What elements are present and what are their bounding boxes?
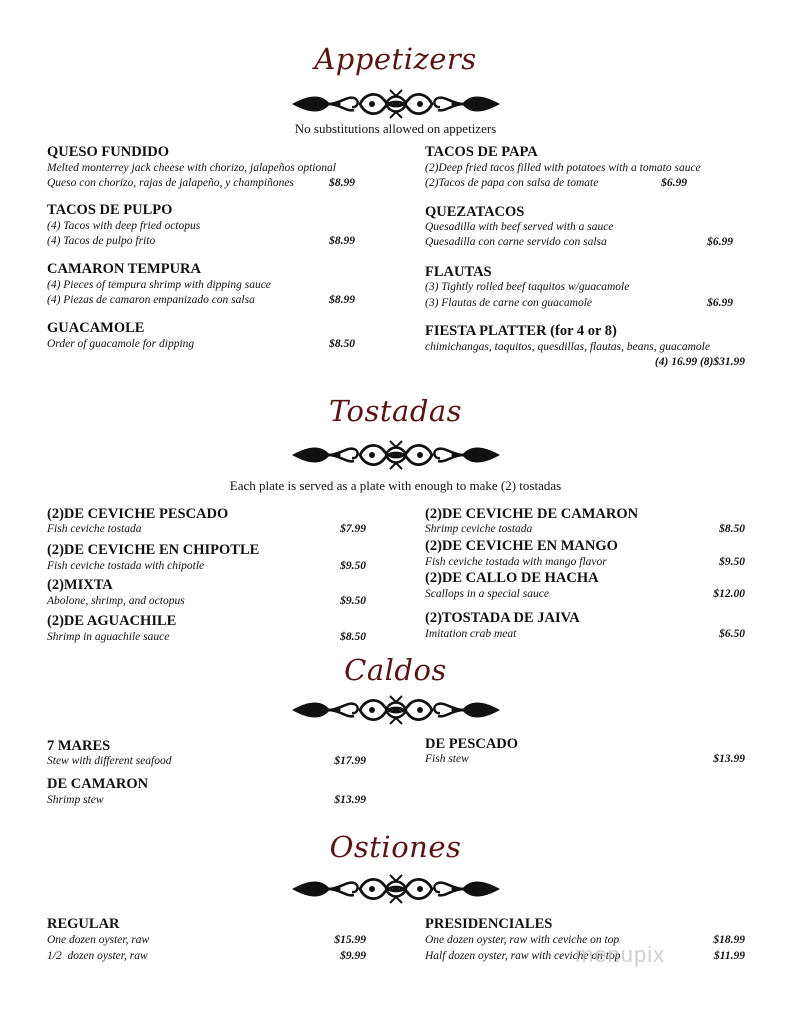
item-price: $9.50 [719, 556, 745, 568]
item-name: TACOS DE PAPA [425, 144, 538, 160]
ostiones-title: Ostiones [329, 830, 462, 864]
item-price: $9.50 [340, 560, 366, 572]
item-price: (4) 16.99 (8)$31.99 [654, 356, 745, 368]
item-name: GUACAMOLE [47, 320, 145, 336]
item-price: $8.50 [340, 631, 366, 643]
item-name: (2)DE AGUACHILE [47, 613, 177, 629]
appetizers-note: No substitutions allowed on appetizers [294, 121, 497, 136]
item-name: TACOS DE PULPO [47, 202, 173, 218]
item-name: DE PESCADO [425, 736, 519, 752]
item-description: One dozen oyster, raw with ceviche on top [425, 934, 620, 946]
item-description: Half dozen oyster, raw with ceviche on top [425, 950, 621, 962]
item-description: (3) Flautas de carne con guacamole [425, 297, 593, 309]
item-name: (2)DE CEVICHE PESCADO [47, 506, 229, 522]
ornament-divider-icon [290, 88, 502, 120]
item-name: (2)DE CEVICHE EN MANGO [425, 538, 618, 554]
item-price: $9.99 [340, 950, 366, 962]
item-price: $6.99 [707, 297, 733, 309]
item-description: Scallops in a special sauce [425, 588, 549, 600]
item-name: QUEZATACOS [425, 204, 525, 220]
item-description: (4) Tacos de pulpo frito [47, 235, 156, 247]
item-price: $11.99 [714, 950, 745, 962]
item-description: Fish ceviche tostada with mango flavor [425, 556, 607, 568]
item-description: 1/2 dozen oyster, raw [47, 950, 148, 962]
appetizers-title: Appetizers [314, 42, 477, 76]
item-description: (2)Tacos de papa con salsa de tomate [425, 177, 599, 189]
item-description: (4) Piezas de camaron empanizado con salsa [47, 294, 255, 306]
item-price: $9.50 [340, 595, 366, 607]
item-name: REGULAR [47, 916, 120, 932]
item-name: QUESO FUNDIDO [47, 144, 170, 160]
item-description: (2)Deep fried tacos filled with potatoes with a tomato sauce [425, 162, 701, 174]
item-name: CAMARON TEMPURA [47, 261, 201, 277]
item-name: (2)DE CEVICHE DE CAMARON [425, 506, 639, 522]
tostadas-note: Each plate is served as a plate with enough to make (2) tostadas [229, 478, 562, 493]
item-price: $6.99 [707, 236, 733, 248]
item-description: (3) Tightly rolled beef taquitos w/guacamole [425, 281, 630, 293]
item-price: $13.99 [713, 753, 745, 765]
ornament-divider-icon [290, 873, 502, 905]
item-description: (4) Tacos with deep fried octopus [47, 220, 201, 232]
item-price: $17.99 [334, 755, 366, 767]
item-name: FIESTA PLATTER (for 4 or 8) [425, 323, 617, 339]
item-description: Shrimp in aguachile sauce [47, 631, 170, 643]
item-name: PRESIDENCIALES [425, 916, 553, 932]
item-description: Fish stew [425, 753, 469, 765]
item-price: $12.00 [713, 588, 745, 600]
item-price: $6.99 [661, 177, 687, 189]
ornament-divider-icon [290, 439, 502, 471]
item-price: $6.50 [719, 628, 745, 640]
item-price: $8.50 [719, 523, 745, 535]
item-description: Queso con chorizo, rajas de jalapeño, y champiñones [47, 177, 294, 189]
item-description: Fish ceviche tostada [47, 523, 142, 535]
item-description: Abolone, shrimp, and octopus [47, 595, 185, 607]
item-description: Imitation crab meat [425, 628, 517, 640]
tostadas-title: Tostadas [328, 394, 463, 428]
item-description: (4) Pieces of tempura shrimp with dipping sauce [47, 279, 271, 291]
item-description: One dozen oyster, raw [47, 934, 150, 946]
ornament-divider-icon [290, 694, 502, 726]
item-description: Order of guacamole for dipping [47, 338, 195, 350]
item-description: Stew with different seafood [47, 755, 172, 767]
item-price: $13.99 [334, 794, 366, 806]
item-name: (2)DE CEVICHE EN CHIPOTLE [47, 542, 260, 558]
item-price: $15.99 [334, 934, 366, 946]
item-price: $7.99 [340, 523, 366, 535]
item-name: (2)DE CALLO DE HACHA [425, 570, 599, 586]
item-description: Melted monterrey jack cheese with chorizo, jalapeños optional [47, 162, 336, 174]
item-description: Quesadilla con carne servido con salsa [425, 236, 607, 248]
item-price: $8.99 [329, 235, 355, 247]
item-price: $8.99 [329, 177, 355, 189]
item-price: $18.99 [713, 934, 745, 946]
item-price: $8.50 [329, 338, 355, 350]
item-description: Fish ceviche tostada with chipotle [47, 560, 205, 572]
item-price: $8.99 [329, 294, 355, 306]
item-description: Shrimp stew [47, 794, 104, 806]
item-name: 7 MARES [47, 738, 111, 754]
watermark: menupix [575, 942, 666, 967]
item-name: FLAUTAS [425, 264, 492, 280]
item-description: Quesadilla with beef served with a sauce [425, 221, 614, 233]
item-description: Shrimp ceviche tostada [425, 523, 533, 535]
item-name: (2)MIXTA [47, 577, 113, 593]
caldos-title: Caldos [344, 653, 447, 687]
item-name: (2)TOSTADA DE JAIVA [425, 610, 580, 626]
item-name: DE CAMARON [47, 776, 149, 792]
item-description: chimichangas, taquitos, quesdillas, flautas, beans, guacamole [425, 341, 710, 353]
